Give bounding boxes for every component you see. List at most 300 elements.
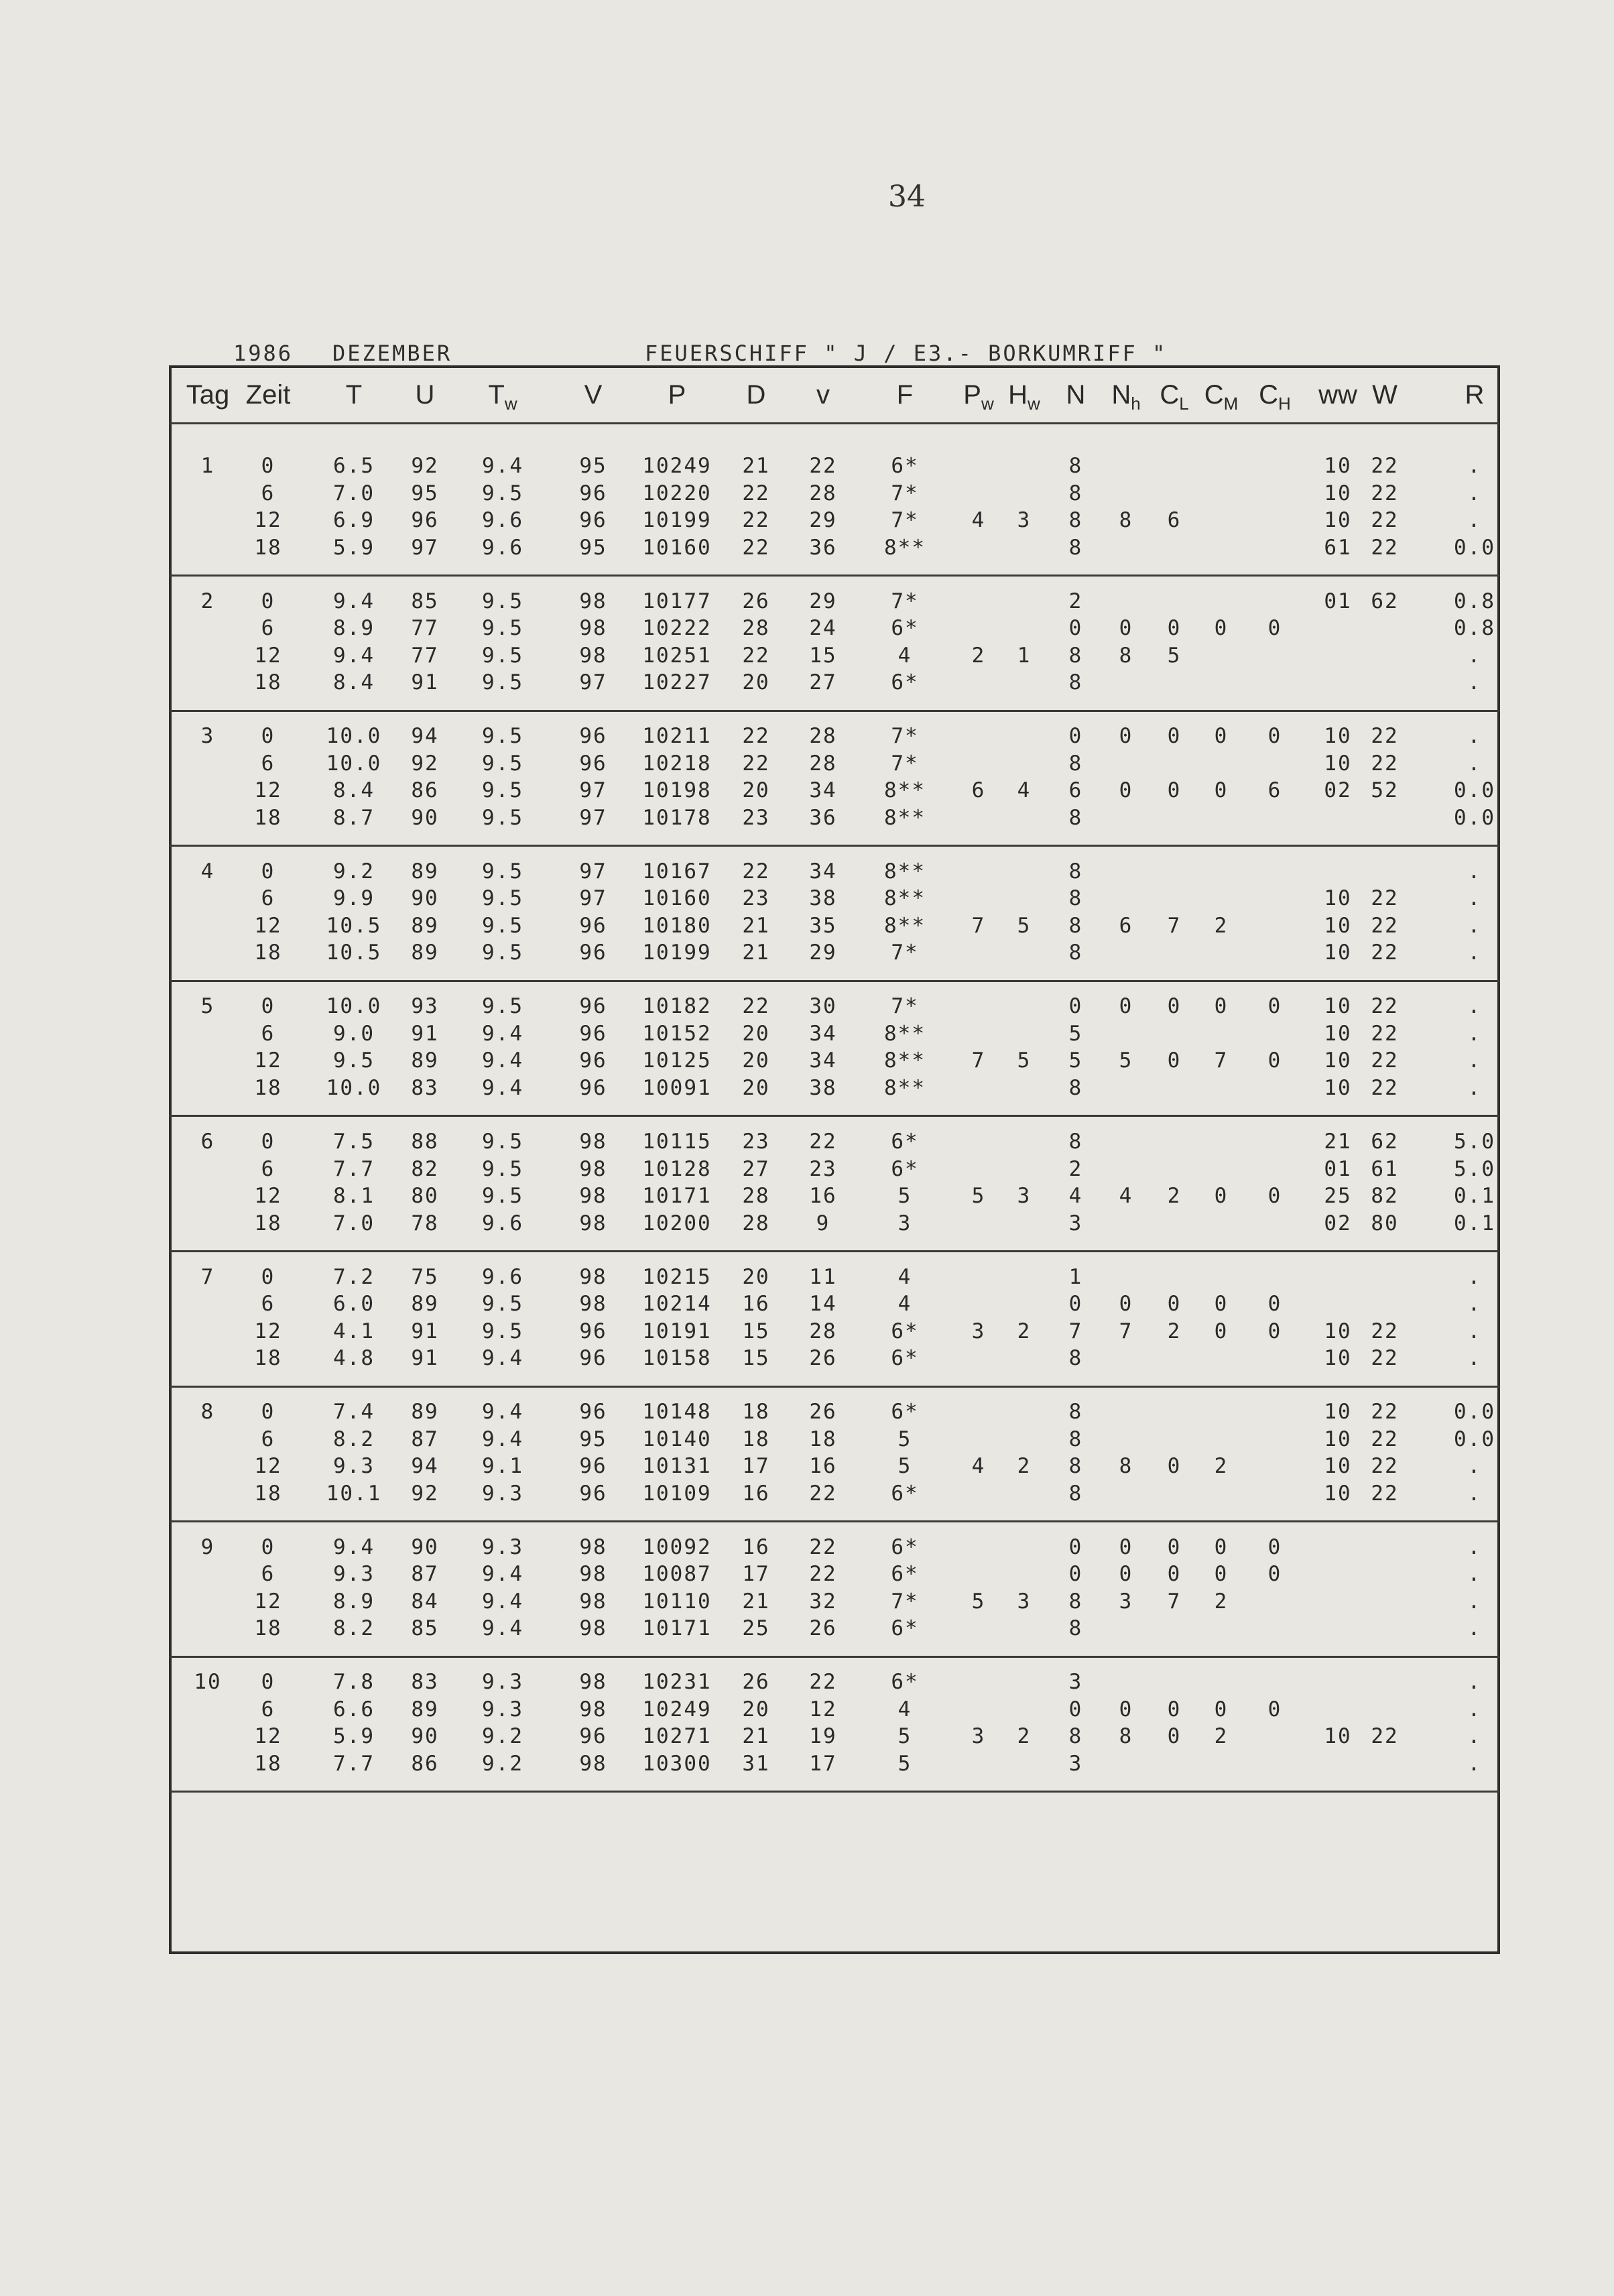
- cell-v: 23: [809, 1156, 837, 1181]
- cell-u: 86: [411, 1751, 439, 1776]
- cell-f: 8**: [884, 778, 926, 803]
- day-divider: [169, 1386, 1500, 1388]
- cell-v: 16: [809, 1184, 837, 1208]
- cell-p: 10115: [642, 1130, 712, 1154]
- cell-cm: 0: [1214, 616, 1229, 641]
- cell-f: 6*: [891, 616, 919, 641]
- cell-r: .: [1467, 1670, 1482, 1695]
- cell-p: 10148: [642, 1400, 712, 1425]
- cell-v: 34: [809, 1048, 837, 1073]
- cell-cm: 0: [1214, 994, 1229, 1019]
- cell-r: .: [1467, 859, 1482, 884]
- cell-v: 38: [809, 1075, 837, 1100]
- cell-nh: 0: [1119, 1534, 1133, 1559]
- cell-r: 5.0: [1454, 1156, 1495, 1181]
- cell-r: .: [1467, 1751, 1482, 1776]
- cell-v: 22: [809, 1562, 837, 1587]
- cell-r: .: [1467, 1346, 1482, 1371]
- cell-w: 22: [1371, 1454, 1399, 1479]
- cell-tw: 9.5: [482, 589, 523, 613]
- cell-v: 16: [809, 1454, 837, 1479]
- cell-d: 22: [742, 481, 770, 505]
- cell-ww: 02: [1324, 1211, 1352, 1235]
- cell-zeit: 12: [254, 1589, 282, 1614]
- cell-d: 20: [742, 1697, 770, 1721]
- cell-cl: 0: [1167, 994, 1182, 1019]
- cell-v: 27: [809, 670, 837, 695]
- cell-pw: 6: [971, 778, 986, 803]
- cell-zeit: 18: [254, 1751, 282, 1776]
- cell-t: 10.0: [326, 724, 382, 749]
- cell-t: 8.7: [333, 805, 375, 830]
- cell-pw: 4: [971, 1454, 986, 1479]
- cell-t: 10.5: [326, 913, 382, 938]
- cell-pw: 5: [971, 1589, 986, 1614]
- cell-w: 22: [1371, 1427, 1399, 1451]
- cell-zeit: 0: [261, 1534, 275, 1559]
- cell-p: 10128: [642, 1156, 712, 1181]
- cell-ww: 25: [1324, 1184, 1352, 1208]
- cell-v: 97: [579, 670, 607, 695]
- cell-v: 35: [809, 913, 837, 938]
- cell-u: 91: [411, 1346, 439, 1371]
- cell-d: 21: [742, 941, 770, 965]
- day-number: 7: [200, 1264, 215, 1289]
- cell-zeit: 6: [261, 1156, 275, 1181]
- cell-v: 96: [579, 1048, 607, 1073]
- cell-t: 5.9: [333, 535, 375, 560]
- cell-t: 4.8: [333, 1346, 375, 1371]
- cell-r: .: [1467, 1021, 1482, 1046]
- cell-zeit: 18: [254, 670, 282, 695]
- cell-r: .: [1467, 1048, 1482, 1073]
- cell-v: 96: [579, 1346, 607, 1371]
- cell-cm: 0: [1214, 1319, 1229, 1343]
- cell-zeit: 0: [261, 1264, 275, 1289]
- cell-p: 10167: [642, 859, 712, 884]
- cell-t: 9.9: [333, 886, 375, 911]
- cell-v: 98: [579, 1697, 607, 1721]
- cell-zeit: 18: [254, 805, 282, 830]
- cell-tw: 9.4: [482, 1589, 523, 1614]
- cell-tw: 9.5: [482, 1292, 523, 1317]
- cell-u: 89: [411, 1400, 439, 1425]
- cell-v: 96: [579, 724, 607, 749]
- cell-d: 28: [742, 616, 770, 641]
- cell-tw: 9.6: [482, 508, 523, 532]
- cell-f: 7*: [891, 589, 919, 613]
- cell-v: 22: [809, 1130, 837, 1154]
- cell-d: 17: [742, 1562, 770, 1587]
- cell-t: 6.5: [333, 454, 375, 478]
- cell-t: 7.0: [333, 481, 375, 505]
- cell-p: 10091: [642, 1075, 712, 1100]
- cell-v: 96: [579, 751, 607, 776]
- cell-n: 8: [1068, 859, 1083, 884]
- column-header-w: W: [1372, 380, 1398, 410]
- column-header-n: N: [1066, 380, 1086, 410]
- cell-t: 9.3: [333, 1454, 375, 1479]
- column-header-ww: ww: [1318, 380, 1357, 410]
- cell-r: 0.0: [1454, 805, 1495, 830]
- cell-d: 18: [742, 1400, 770, 1425]
- cell-v: 95: [579, 535, 607, 560]
- cell-cl: 0: [1167, 778, 1182, 803]
- cell-d: 26: [742, 1670, 770, 1695]
- cell-t: 8.1: [333, 1184, 375, 1208]
- cell-n: 5: [1068, 1048, 1083, 1073]
- cell-v: 97: [579, 886, 607, 911]
- cell-cl: 0: [1167, 1292, 1182, 1317]
- cell-v: 26: [809, 1616, 837, 1641]
- cell-w: 22: [1371, 751, 1399, 776]
- cell-n: 8: [1068, 1724, 1083, 1749]
- cell-zeit: 18: [254, 535, 282, 560]
- cell-f: 4: [897, 1292, 912, 1317]
- cell-t: 10.0: [326, 751, 382, 776]
- cell-v: 98: [579, 643, 607, 668]
- column-header-d: D: [746, 380, 766, 410]
- cell-cm: 0: [1214, 1292, 1229, 1317]
- cell-d: 23: [742, 805, 770, 830]
- cell-u: 91: [411, 1319, 439, 1343]
- cell-cm: 2: [1214, 1589, 1229, 1614]
- cell-w: 22: [1371, 994, 1399, 1019]
- cell-f: 4: [897, 1264, 912, 1289]
- cell-r: .: [1467, 670, 1482, 695]
- cell-f: 7*: [891, 751, 919, 776]
- cell-v: 22: [809, 1534, 837, 1559]
- cell-tw: 9.5: [482, 886, 523, 911]
- cell-p: 10198: [642, 778, 712, 803]
- cell-v: 96: [579, 1724, 607, 1749]
- cell-t: 9.3: [333, 1562, 375, 1587]
- cell-r: .: [1467, 481, 1482, 505]
- day-divider: [169, 980, 1500, 982]
- cell-zeit: 6: [261, 1427, 275, 1451]
- cell-v: 95: [579, 1427, 607, 1451]
- cell-d: 21: [742, 1724, 770, 1749]
- cell-f: 5: [897, 1751, 912, 1776]
- cell-ww: 10: [1324, 1075, 1352, 1100]
- cell-cl: 7: [1167, 1589, 1182, 1614]
- cell-v: 12: [809, 1697, 837, 1721]
- cell-tw: 9.5: [482, 913, 523, 938]
- cell-ww: 10: [1324, 1427, 1352, 1451]
- cell-v: 28: [809, 724, 837, 749]
- cell-zeit: 12: [254, 913, 282, 938]
- cell-hw: 2: [1017, 1319, 1032, 1343]
- cell-u: 89: [411, 941, 439, 965]
- cell-tw: 9.5: [482, 643, 523, 668]
- cell-w: 22: [1371, 913, 1399, 938]
- cell-d: 21: [742, 454, 770, 478]
- cell-ww: 10: [1324, 1481, 1352, 1506]
- cell-v: 32: [809, 1589, 837, 1614]
- cell-u: 84: [411, 1589, 439, 1614]
- column-header-pw: $P_w$: [963, 380, 994, 414]
- cell-f: 5: [897, 1724, 912, 1749]
- cell-p: 10131: [642, 1454, 712, 1479]
- day-divider: [169, 575, 1500, 577]
- cell-v: 26: [809, 1400, 837, 1425]
- cell-n: 3: [1068, 1751, 1083, 1776]
- cell-d: 31: [742, 1751, 770, 1776]
- day-number: 2: [200, 589, 215, 613]
- cell-v: 98: [579, 1751, 607, 1776]
- cell-d: 28: [742, 1184, 770, 1208]
- cell-r: 0.1: [1454, 1211, 1495, 1235]
- cell-r: .: [1467, 1264, 1482, 1289]
- cell-f: 8**: [884, 1075, 926, 1100]
- cell-tw: 9.5: [482, 751, 523, 776]
- cell-n: 8: [1068, 454, 1083, 478]
- cell-t: 7.7: [333, 1751, 375, 1776]
- cell-zeit: 0: [261, 859, 275, 884]
- cell-n: 0: [1068, 724, 1083, 749]
- column-header-t: T: [345, 380, 363, 410]
- column-header-f: F: [896, 380, 914, 410]
- cell-r: .: [1467, 913, 1482, 938]
- cell-r: .: [1467, 994, 1482, 1019]
- cell-tw: 9.1: [482, 1454, 523, 1479]
- cell-tw: 9.5: [482, 481, 523, 505]
- cell-d: 22: [742, 535, 770, 560]
- cell-t: 8.9: [333, 1589, 375, 1614]
- cell-w: 82: [1371, 1184, 1399, 1208]
- cell-zeit: 6: [261, 616, 275, 641]
- cell-cl: 0: [1167, 1534, 1182, 1559]
- cell-r: 0.0: [1454, 778, 1495, 803]
- cell-f: 5: [897, 1427, 912, 1451]
- day-divider: [169, 845, 1500, 847]
- cell-f: 7*: [891, 941, 919, 965]
- cell-ww: 10: [1324, 1021, 1352, 1046]
- cell-zeit: 12: [254, 1048, 282, 1073]
- cell-n: 0: [1068, 1534, 1083, 1559]
- cell-t: 6.0: [333, 1292, 375, 1317]
- cell-nh: 6: [1119, 913, 1133, 938]
- cell-f: 7*: [891, 1589, 919, 1614]
- cell-v: 98: [579, 1211, 607, 1235]
- cell-tw: 9.3: [482, 1670, 523, 1695]
- cell-f: 5: [897, 1454, 912, 1479]
- cell-ww: 10: [1324, 454, 1352, 478]
- cell-n: 8: [1068, 805, 1083, 830]
- cell-p: 10109: [642, 1481, 712, 1506]
- cell-n: 8: [1068, 886, 1083, 911]
- cell-cm: 7: [1214, 1048, 1229, 1073]
- cell-f: 6*: [891, 1562, 919, 1587]
- cell-w: 22: [1371, 1481, 1399, 1506]
- cell-v: 22: [809, 1670, 837, 1695]
- cell-w: 62: [1371, 589, 1399, 613]
- cell-u: 89: [411, 1697, 439, 1721]
- cell-f: 6*: [891, 1534, 919, 1559]
- cell-p: 10220: [642, 481, 712, 505]
- cell-cl: 0: [1167, 1048, 1182, 1073]
- cell-ww: 10: [1324, 724, 1352, 749]
- cell-cl: 7: [1167, 913, 1182, 938]
- cell-n: 6: [1068, 778, 1083, 803]
- cell-u: 90: [411, 805, 439, 830]
- cell-w: 52: [1371, 778, 1399, 803]
- cell-u: 97: [411, 535, 439, 560]
- cell-t: 7.0: [333, 1211, 375, 1235]
- cell-zeit: 18: [254, 1075, 282, 1100]
- cell-n: 4: [1068, 1184, 1083, 1208]
- day-number: 5: [200, 994, 215, 1019]
- cell-v: 96: [579, 1021, 607, 1046]
- cell-u: 92: [411, 454, 439, 478]
- cell-v: 98: [579, 1589, 607, 1614]
- cell-n: 8: [1068, 1481, 1083, 1506]
- cell-t: 8.4: [333, 670, 375, 695]
- cell-pw: 2: [971, 643, 986, 668]
- cell-f: 6*: [891, 1400, 919, 1425]
- cell-nh: 7: [1119, 1319, 1133, 1343]
- cell-f: 7*: [891, 724, 919, 749]
- cell-n: 8: [1068, 670, 1083, 695]
- cell-r: .: [1467, 1075, 1482, 1100]
- cell-n: 8: [1068, 1130, 1083, 1154]
- cell-ch: 0: [1267, 724, 1282, 749]
- cell-d: 26: [742, 589, 770, 613]
- cell-v: 34: [809, 1021, 837, 1046]
- cell-hw: 2: [1017, 1454, 1032, 1479]
- cell-n: 8: [1068, 913, 1083, 938]
- cell-zeit: 18: [254, 1211, 282, 1235]
- cell-nh: 8: [1119, 1724, 1133, 1749]
- cell-v: 15: [809, 643, 837, 668]
- cell-tw: 9.5: [482, 778, 523, 803]
- cell-r: .: [1467, 1481, 1482, 1506]
- cell-n: 2: [1068, 589, 1083, 613]
- cell-u: 89: [411, 1048, 439, 1073]
- cell-u: 93: [411, 994, 439, 1019]
- cell-f: 3: [897, 1211, 912, 1235]
- cell-tw: 9.2: [482, 1724, 523, 1749]
- cell-d: 15: [742, 1319, 770, 1343]
- cell-d: 20: [742, 1048, 770, 1073]
- cell-ch: 0: [1267, 1562, 1282, 1587]
- cell-cm: 0: [1214, 724, 1229, 749]
- cell-n: 0: [1068, 1292, 1083, 1317]
- cell-p: 10160: [642, 886, 712, 911]
- cell-ww: 10: [1324, 508, 1352, 532]
- cell-p: 10160: [642, 535, 712, 560]
- cell-ch: 0: [1267, 1697, 1282, 1721]
- cell-tw: 9.5: [482, 805, 523, 830]
- cell-cm: 0: [1214, 1184, 1229, 1208]
- cell-p: 10231: [642, 1670, 712, 1695]
- cell-v: 28: [809, 481, 837, 505]
- cell-v: 96: [579, 508, 607, 532]
- cell-n: 8: [1068, 1400, 1083, 1425]
- column-header-tag: Tag: [186, 380, 230, 410]
- cell-t: 8.2: [333, 1427, 375, 1451]
- cell-zeit: 6: [261, 886, 275, 911]
- cell-n: 8: [1068, 1075, 1083, 1100]
- column-header-p: P: [668, 380, 686, 410]
- cell-w: 61: [1371, 1156, 1399, 1181]
- cell-v: 29: [809, 941, 837, 965]
- cell-u: 77: [411, 643, 439, 668]
- cell-t: 10.0: [326, 1075, 382, 1100]
- cell-n: 0: [1068, 994, 1083, 1019]
- cell-cl: 0: [1167, 724, 1182, 749]
- cell-r: 0.8: [1454, 589, 1495, 613]
- cell-n: 8: [1068, 1346, 1083, 1371]
- cell-cm: 0: [1214, 1697, 1229, 1721]
- cell-cl: 5: [1167, 643, 1182, 668]
- day-divider: [169, 1115, 1500, 1117]
- cell-cl: 0: [1167, 1454, 1182, 1479]
- cell-p: 10178: [642, 805, 712, 830]
- cell-cl: 0: [1167, 616, 1182, 641]
- cell-t: 7.4: [333, 1400, 375, 1425]
- column-header-v: v: [816, 380, 830, 410]
- cell-v: 98: [579, 589, 607, 613]
- cell-u: 78: [411, 1211, 439, 1235]
- cell-v: 34: [809, 859, 837, 884]
- cell-tw: 9.5: [482, 941, 523, 965]
- cell-cm: 2: [1214, 913, 1229, 938]
- cell-p: 10249: [642, 454, 712, 478]
- cell-p: 10191: [642, 1319, 712, 1343]
- day-divider: [169, 710, 1500, 712]
- cell-r: .: [1467, 1534, 1482, 1559]
- cell-ww: 61: [1324, 535, 1352, 560]
- cell-t: 6.9: [333, 508, 375, 532]
- cell-t: 10.0: [326, 994, 382, 1019]
- cell-zeit: 12: [254, 1184, 282, 1208]
- cell-p: 10200: [642, 1211, 712, 1235]
- cell-zeit: 0: [261, 994, 275, 1019]
- cell-nh: 8: [1119, 643, 1133, 668]
- cell-tw: 9.4: [482, 1075, 523, 1100]
- cell-p: 10300: [642, 1751, 712, 1776]
- cell-pw: 7: [971, 913, 986, 938]
- cell-hw: 5: [1017, 913, 1032, 938]
- cell-v: 98: [579, 1534, 607, 1559]
- title-month: DEZEMBER: [332, 341, 452, 366]
- cell-u: 88: [411, 1130, 439, 1154]
- cell-v: 95: [579, 454, 607, 478]
- cell-v: 96: [579, 1319, 607, 1343]
- day-divider: [169, 1250, 1500, 1252]
- cell-v: 34: [809, 778, 837, 803]
- cell-ch: 0: [1267, 1292, 1282, 1317]
- day-number: 4: [200, 859, 215, 884]
- cell-w: 22: [1371, 1346, 1399, 1371]
- cell-w: 62: [1371, 1130, 1399, 1154]
- cell-v: 18: [809, 1427, 837, 1451]
- cell-u: 95: [411, 481, 439, 505]
- cell-u: 87: [411, 1562, 439, 1587]
- cell-zeit: 18: [254, 1481, 282, 1506]
- cell-hw: 3: [1017, 508, 1032, 532]
- cell-v: 96: [579, 1481, 607, 1506]
- cell-t: 7.5: [333, 1130, 375, 1154]
- cell-t: 6.6: [333, 1697, 375, 1721]
- cell-v: 96: [579, 913, 607, 938]
- cell-w: 22: [1371, 1400, 1399, 1425]
- cell-zeit: 0: [261, 454, 275, 478]
- cell-ww: 01: [1324, 589, 1352, 613]
- cell-cl: 0: [1167, 1562, 1182, 1587]
- cell-t: 9.5: [333, 1048, 375, 1073]
